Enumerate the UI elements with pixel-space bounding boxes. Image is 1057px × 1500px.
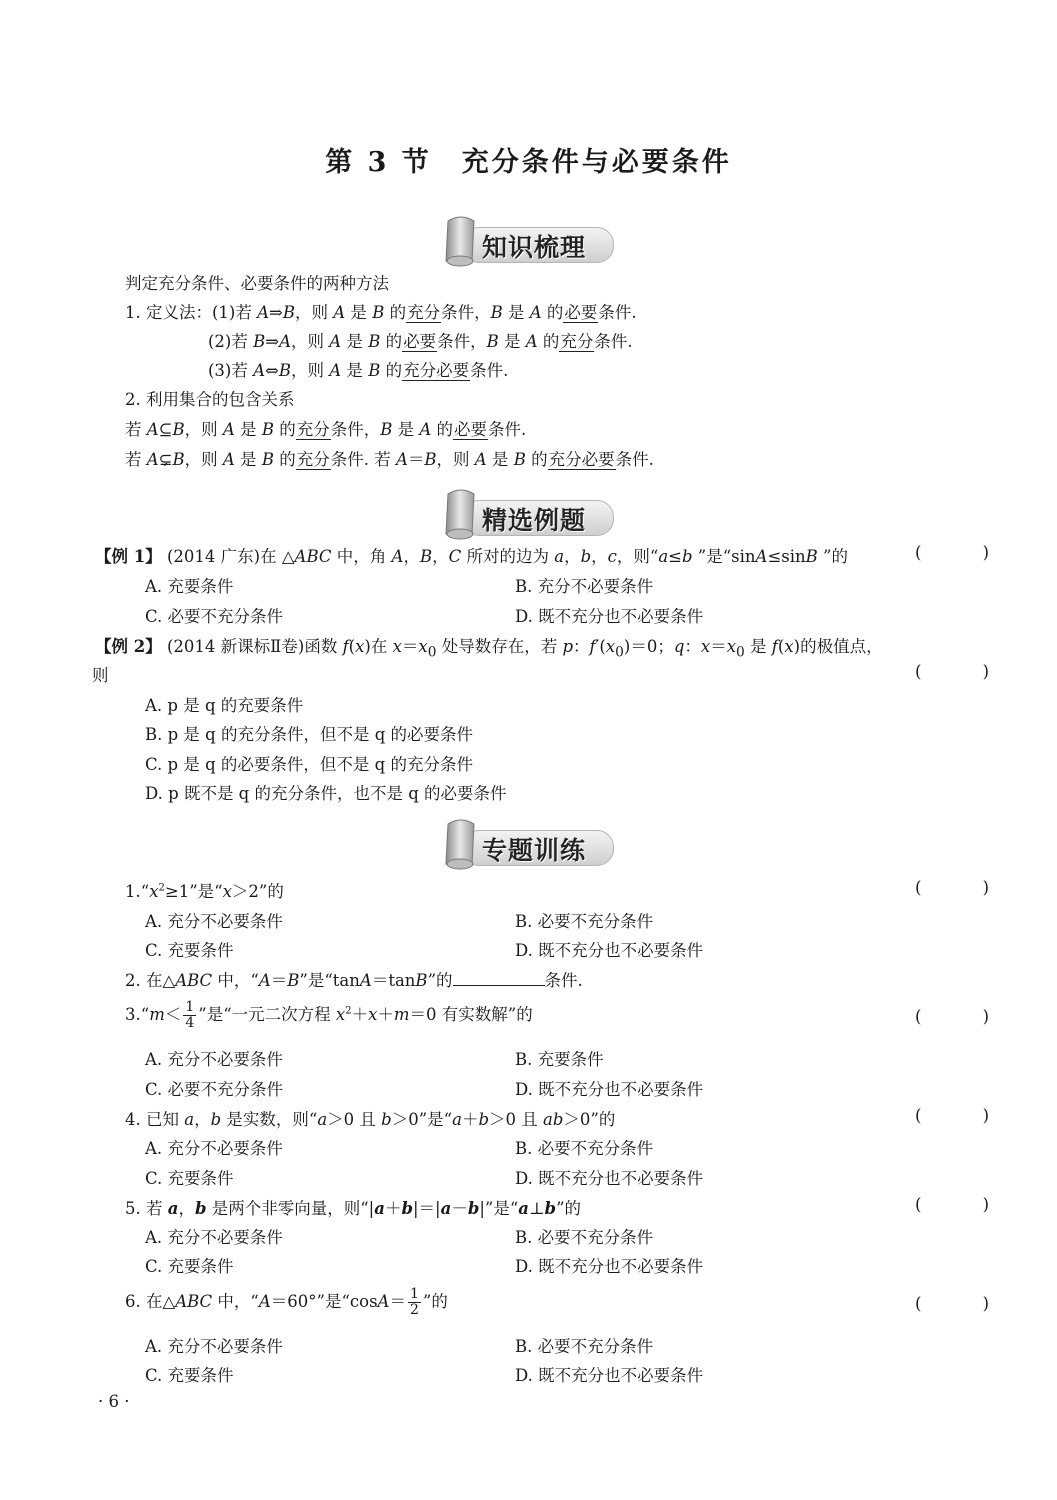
- scroll-icon: [442, 488, 480, 540]
- question-4: 4. 已知 a，b 是实数，则“a＞0 且 b＞0”是“a＋b＞0 且 ab＞0”的: [125, 1110, 616, 1129]
- option: A. 充分不必要条件: [145, 1337, 283, 1356]
- option: C. 充要条件: [145, 1169, 234, 1188]
- definition-line-2: (2)若 B⇒A，则 A 是 B 的必要条件，B 是 A 的充分条件.: [208, 332, 633, 351]
- section-title: 精选例题: [482, 506, 587, 535]
- page-number: · 6 ·: [98, 1392, 130, 1411]
- option: C. 必要不充分条件: [145, 1080, 284, 1099]
- option: B. 必要不充分条件: [515, 1139, 654, 1158]
- answer-paren: ( ): [915, 1007, 1018, 1026]
- option: C. 充要条件: [145, 1257, 234, 1276]
- example-1-stem: 【例 1】 (2014 广东)在 △ABC 中，角 A，B，C 所对的边为 a，b，c，则“a≤b ”是“sinA≤sinB ”的: [95, 547, 848, 566]
- option: C. 充要条件: [145, 1366, 234, 1385]
- option: B. p 是 q 的充分条件，但不是 q 的必要条件: [145, 725, 474, 744]
- question-1: $1.“x^2\ge 1$”是“x＞2”的: [125, 882, 284, 901]
- question-5: 5. 若 a，b 是两个非零向量，则“|a＋b|＝|a－b|”是“a⊥b”的: [125, 1199, 582, 1218]
- answer-paren: ( ): [915, 878, 1018, 897]
- answer-paren: ( ): [915, 1294, 1018, 1313]
- section-banner-exercises: [440, 818, 615, 870]
- answer-paren: ( ): [915, 1195, 1018, 1214]
- option: A. 充分不必要条件: [145, 1228, 283, 1247]
- option: C. p 是 q 的必要条件，但不是 q 的充分条件: [145, 755, 473, 774]
- option: B. 必要不充分条件: [515, 1228, 654, 1247]
- set-line-1: 若 A⊆B，则 A 是 B 的充分条件，B 是 A 的必要条件.: [125, 420, 527, 439]
- option: A. 充分不必要条件: [145, 912, 283, 931]
- option: D. 既不充分也不必要条件: [515, 1080, 704, 1099]
- answer-paren: ( ): [915, 662, 1018, 681]
- option: C. 充要条件: [145, 941, 234, 960]
- section-title: 知识梳理: [482, 233, 587, 262]
- section-title: 专题训练: [482, 836, 587, 865]
- question-2: 2. 在△ABC 中，“A＝B”是“tanA＝tanB”的 条件.: [125, 971, 583, 990]
- option: D. p 既不是 q 的充分条件，也不是 q 的必要条件: [145, 784, 507, 803]
- question-6: 6. 在△ABC 中，“A＝60°”是“cosA＝ $\frac{1}{2}$ ”的: [125, 1286, 448, 1318]
- example-2-stem: 【例 2】 (2014 新课标Ⅱ卷)函数 f(x)在 $x=x_0$ 处导数存在，若 p：$f'(x_0)=0$；q：$x=x_0$ 是 f(x)的极值点，: [95, 637, 883, 661]
- answer-blank[interactable]: [453, 971, 545, 986]
- option: A. p 是 q 的充要条件: [145, 696, 304, 715]
- option: A. 充分不必要条件: [145, 1050, 283, 1069]
- option: A. 充要条件: [145, 577, 234, 596]
- option: A. 充分不必要条件: [145, 1139, 283, 1158]
- definition-line-1: 1. 定义法：(1)若 A⇒B，则 A 是 B 的充分条件，B 是 A 的必要条件.: [125, 303, 637, 322]
- option: B. 必要不充分条件: [515, 912, 654, 931]
- option: B. 充分不必要条件: [515, 577, 654, 596]
- scroll-icon: [442, 818, 480, 870]
- option: D. 既不充分也不必要条件: [515, 1366, 704, 1385]
- option: D. 既不充分也不必要条件: [515, 607, 704, 626]
- option: C. 必要不充分条件: [145, 607, 284, 626]
- definition-line-3: (3)若 A⇔B，则 A 是 B 的充分必要条件.: [208, 361, 509, 380]
- option: B. 必要不充分条件: [515, 1337, 654, 1356]
- set-line-2: 若 A⊊B，则 A 是 B 的充分条件. 若 A＝B，则 A 是 B 的充分必要条件.: [125, 450, 654, 469]
- page-title: 第 3 节 充分条件与必要条件: [325, 147, 732, 178]
- knowledge-heading: 判定充分条件、必要条件的两种方法: [125, 274, 389, 293]
- question-3: 3.“m＜ $\frac{1}{4}$ ”是“一元二次方程 $x^2+x+m=0$ 有实数解”的: [125, 999, 533, 1031]
- option: D. 既不充分也不必要条件: [515, 1169, 704, 1188]
- option: D. 既不充分也不必要条件: [515, 941, 704, 960]
- answer-paren: ( ): [915, 1106, 1018, 1125]
- set-method-title: 2. 利用集合的包含关系: [125, 390, 295, 409]
- scroll-icon: [442, 215, 480, 267]
- answer-paren: ( ): [915, 543, 1018, 562]
- section-banner-examples: [440, 488, 615, 540]
- example-2-stem-cont: 则: [92, 666, 109, 685]
- option: D. 既不充分也不必要条件: [515, 1257, 704, 1276]
- section-banner-knowledge: [440, 215, 615, 267]
- option: B. 充要条件: [515, 1050, 604, 1069]
